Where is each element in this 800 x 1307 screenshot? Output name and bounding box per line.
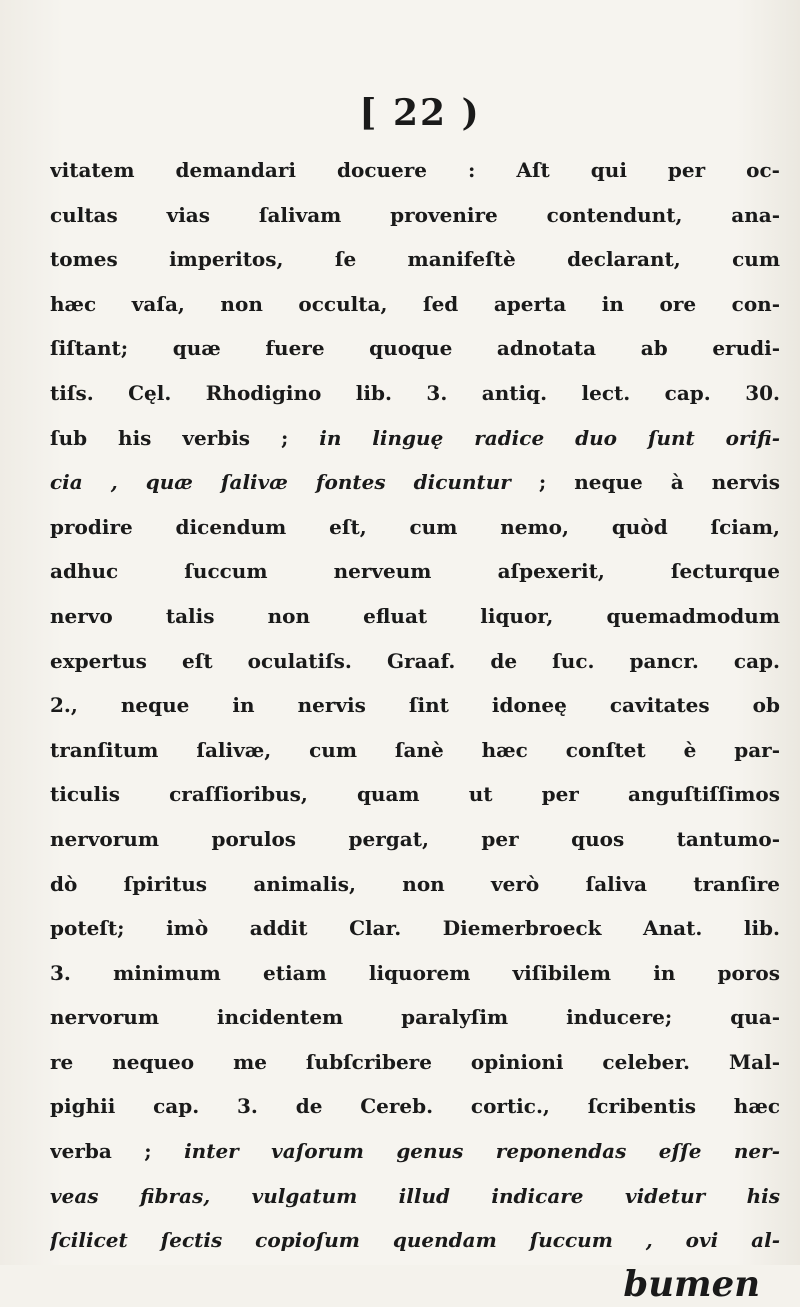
text-line: 2., neque in nervis ſint idoneę cavitates ob xyxy=(50,693,780,718)
text-line: hæc vaſa, non occulta, ſed aperta in ore con- xyxy=(50,291,780,316)
text-line: dò ſpiritus animalis, non verò ſaliva tranſire xyxy=(50,871,780,896)
text-line: 3. minimum etiam liquorem viſibilem in poros xyxy=(50,960,780,985)
text-line: tranſitum ſalivæ, cum ſanè hæc conſtet è par- xyxy=(50,737,780,762)
text-line: poteſt; imò addit Clar. Diemerbroeck Anat. lib. xyxy=(50,916,780,941)
text-line: cia , quæ ſalivæ fontes dicuntur ; neque à nervis xyxy=(50,470,780,495)
text-line: nervorum porulos pergat, per quos tantumo- xyxy=(50,826,780,851)
text-line: nervo talis non efluat liquor, quemadmodum xyxy=(50,603,780,628)
text-line: re nequeo me ſubſcribere opinioni celeber. Mal- xyxy=(50,1049,780,1074)
text-line: pighii cap. 3. de Cereb. cortic., ſcribentis hæc xyxy=(50,1094,780,1119)
text-line: prodire dicendum eſt, cum nemo, quòd ſciam, xyxy=(50,514,780,539)
catchword: bumen xyxy=(623,1263,760,1305)
text-line: verba ; inter vaſorum genus reponendas eſſe ner- xyxy=(50,1139,780,1164)
text-line: tiſs. Cęl. Rhodigino lib. 3. antiq. lect. cap. 30. xyxy=(50,380,780,405)
text-line: vitatem demandari docuere : Aſt qui per oc- xyxy=(50,158,780,182)
body-text xyxy=(50,148,780,1307)
text-line: nervorum incidentem paralyſim inducere; qua- xyxy=(50,1005,780,1030)
text-line: tomes imperitos, ſe manifeſtè declarant, cum xyxy=(50,247,780,272)
text-line: ſcilicet ſectis copioſum quendam ſuccum , ovi al- xyxy=(50,1228,780,1253)
text-line: ſiſtant; quæ fuere quoque adnotata ab erudi- xyxy=(50,336,780,361)
text-line: ticulis craſſioribus, quam ut per anguſtiſſimos xyxy=(50,782,780,807)
text-line: expertus eſt oculatiſs. Graaf. de ſuc. pancr. cap. xyxy=(50,648,780,673)
text-line: ſub his verbis ; in linguę radice duo ſunt orifi- xyxy=(50,425,780,450)
text-line: adhuc ſuccum nerveum aſpexerit, ſecturque xyxy=(50,559,780,584)
text-line: cultas vias ſalivam provenire contendunt, ana- xyxy=(50,202,780,227)
text-line: veas fibras, vulgatum illud indicare videtur his xyxy=(50,1183,780,1208)
page-number: [ 22 ) xyxy=(359,92,481,134)
